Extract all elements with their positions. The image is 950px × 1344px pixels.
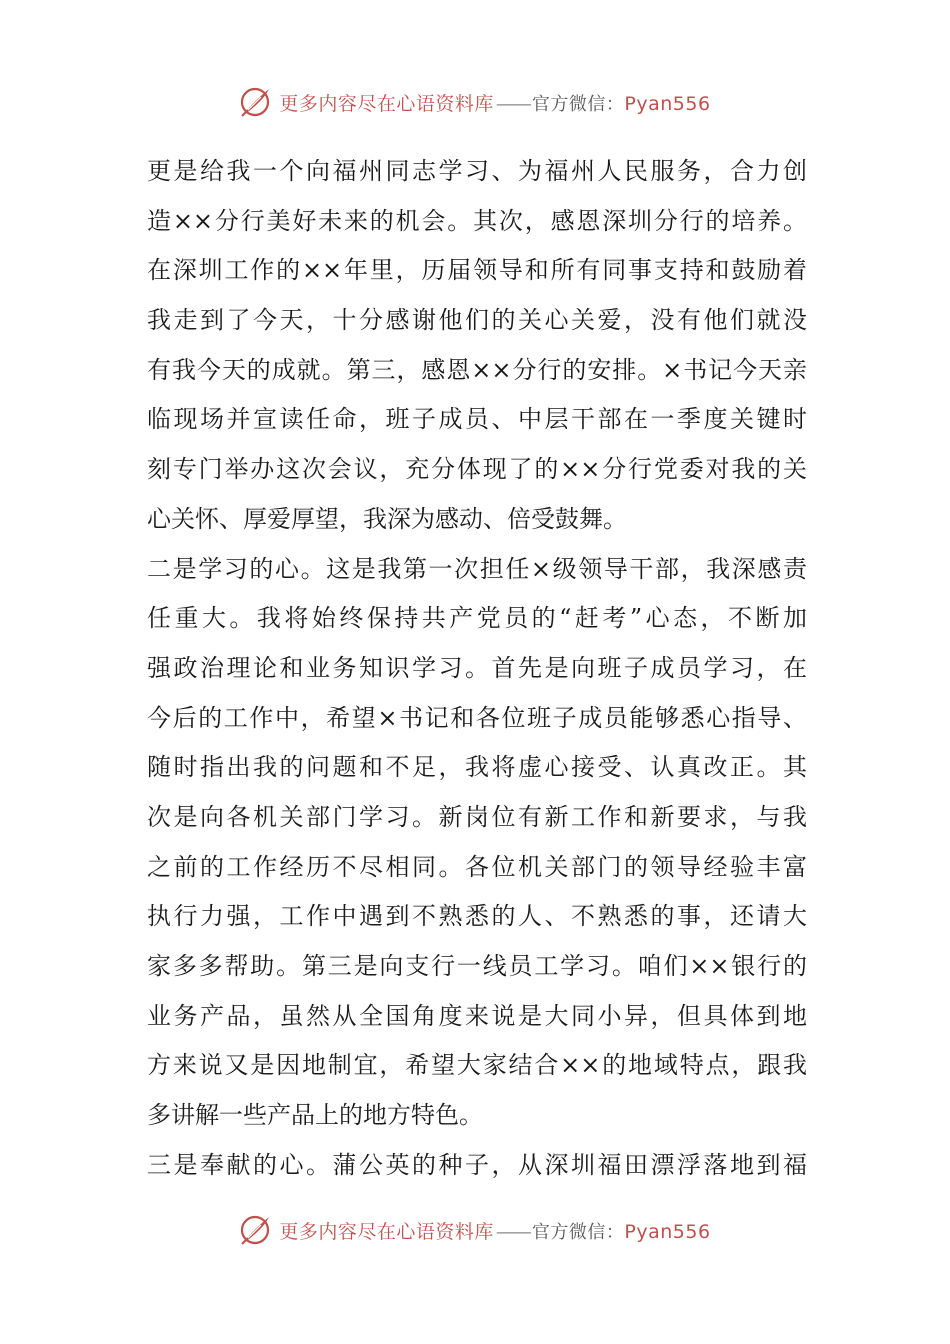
header-banner-text [279,89,710,116]
text-line: 多讲解一些产品上的地方特色。 [147,1101,483,1130]
header-banner-content [239,85,710,119]
text-line: 有我今天的成就。第三，感恩××分行的安排。×书记今天亲 [147,355,807,384]
footer-site-text: 更多内容尽在心语资料库 [279,1220,494,1243]
text-line: 三是奉献的心。蒲公英的种子，从深圳福田漂浮落地到福 [147,1150,807,1179]
footer-banner [0,1210,950,1250]
header-wechat-label: 官方微信： [531,93,625,115]
text-line: 在深圳工作的××年里，历届领导和所有同事支持和鼓励着 [147,256,807,285]
footer-account: Pyan556 [624,1220,711,1243]
text-line: 随时指出我的问题和不足，我将虚心接受、认真改正。其 [147,753,807,782]
text-line: 我走到了今天，十分感谢他们的关心关爱，没有他们就没 [147,306,807,335]
text-line: 心关怀、厚爱厚望，我深为感动、倍受鼓舞。 [147,504,627,533]
quill-pen-logo-icon [239,85,273,119]
header-banner [0,82,950,122]
text-line: 次是向各机关部门学习。新岗位有新工作和新要求，与我 [147,802,807,831]
document-body [147,147,807,1190]
text-line: 方来说又是因地制宜，希望大家结合××的地域特点，跟我 [147,1051,807,1080]
text-line: 执行力强，工作中遇到不熟悉的人、不熟悉的事，还请大 [147,902,807,931]
text-line: 家多多帮助。第三是向支行一线员工学习。咱们××银行的 [147,952,807,980]
text-line: 刻专门举办这次会议，充分体现了的××分行党委对我的关 [147,455,807,484]
text-line: 今后的工作中，希望×书记和各位班子成员能够悉心指导、 [147,703,807,732]
footer-banner-content [239,1213,710,1247]
text-line: 之前的工作经历不尽相同。各位机关部门的领导经验丰富 [147,852,807,881]
footer-banner-text [279,1217,710,1244]
text-line: 临现场并宣读任命，班子成员、中层干部在一季度关键时 [147,405,807,434]
header-account: Pyan556 [624,92,711,115]
header-dash: —— [495,92,530,115]
text-line: 任重大。我将始终保持共产党员的“赶考”心态，不断加 [147,604,807,633]
footer-dash: —— [495,1220,530,1243]
footer-wechat-label: 官方微信： [531,1221,625,1243]
quill-pen-logo-icon [239,1213,273,1247]
text-line: 二是学习的心。这是我第一次担任×级领导干部，我深感责 [147,554,807,583]
text-line: 更是给我一个向福州同志学习、为福州人民服务，合力创 [147,157,807,185]
text-line: 强政治理论和业务知识学习。首先是向班子成员学习，在 [147,653,807,682]
text-line: 业务产品，虽然从全国角度来说是大同小异，但具体到地 [147,1001,807,1030]
text-line: 造××分行美好未来的机会。其次，感恩深圳分行的培养。 [147,206,807,235]
header-site-text: 更多内容尽在心语资料库 [279,92,494,115]
